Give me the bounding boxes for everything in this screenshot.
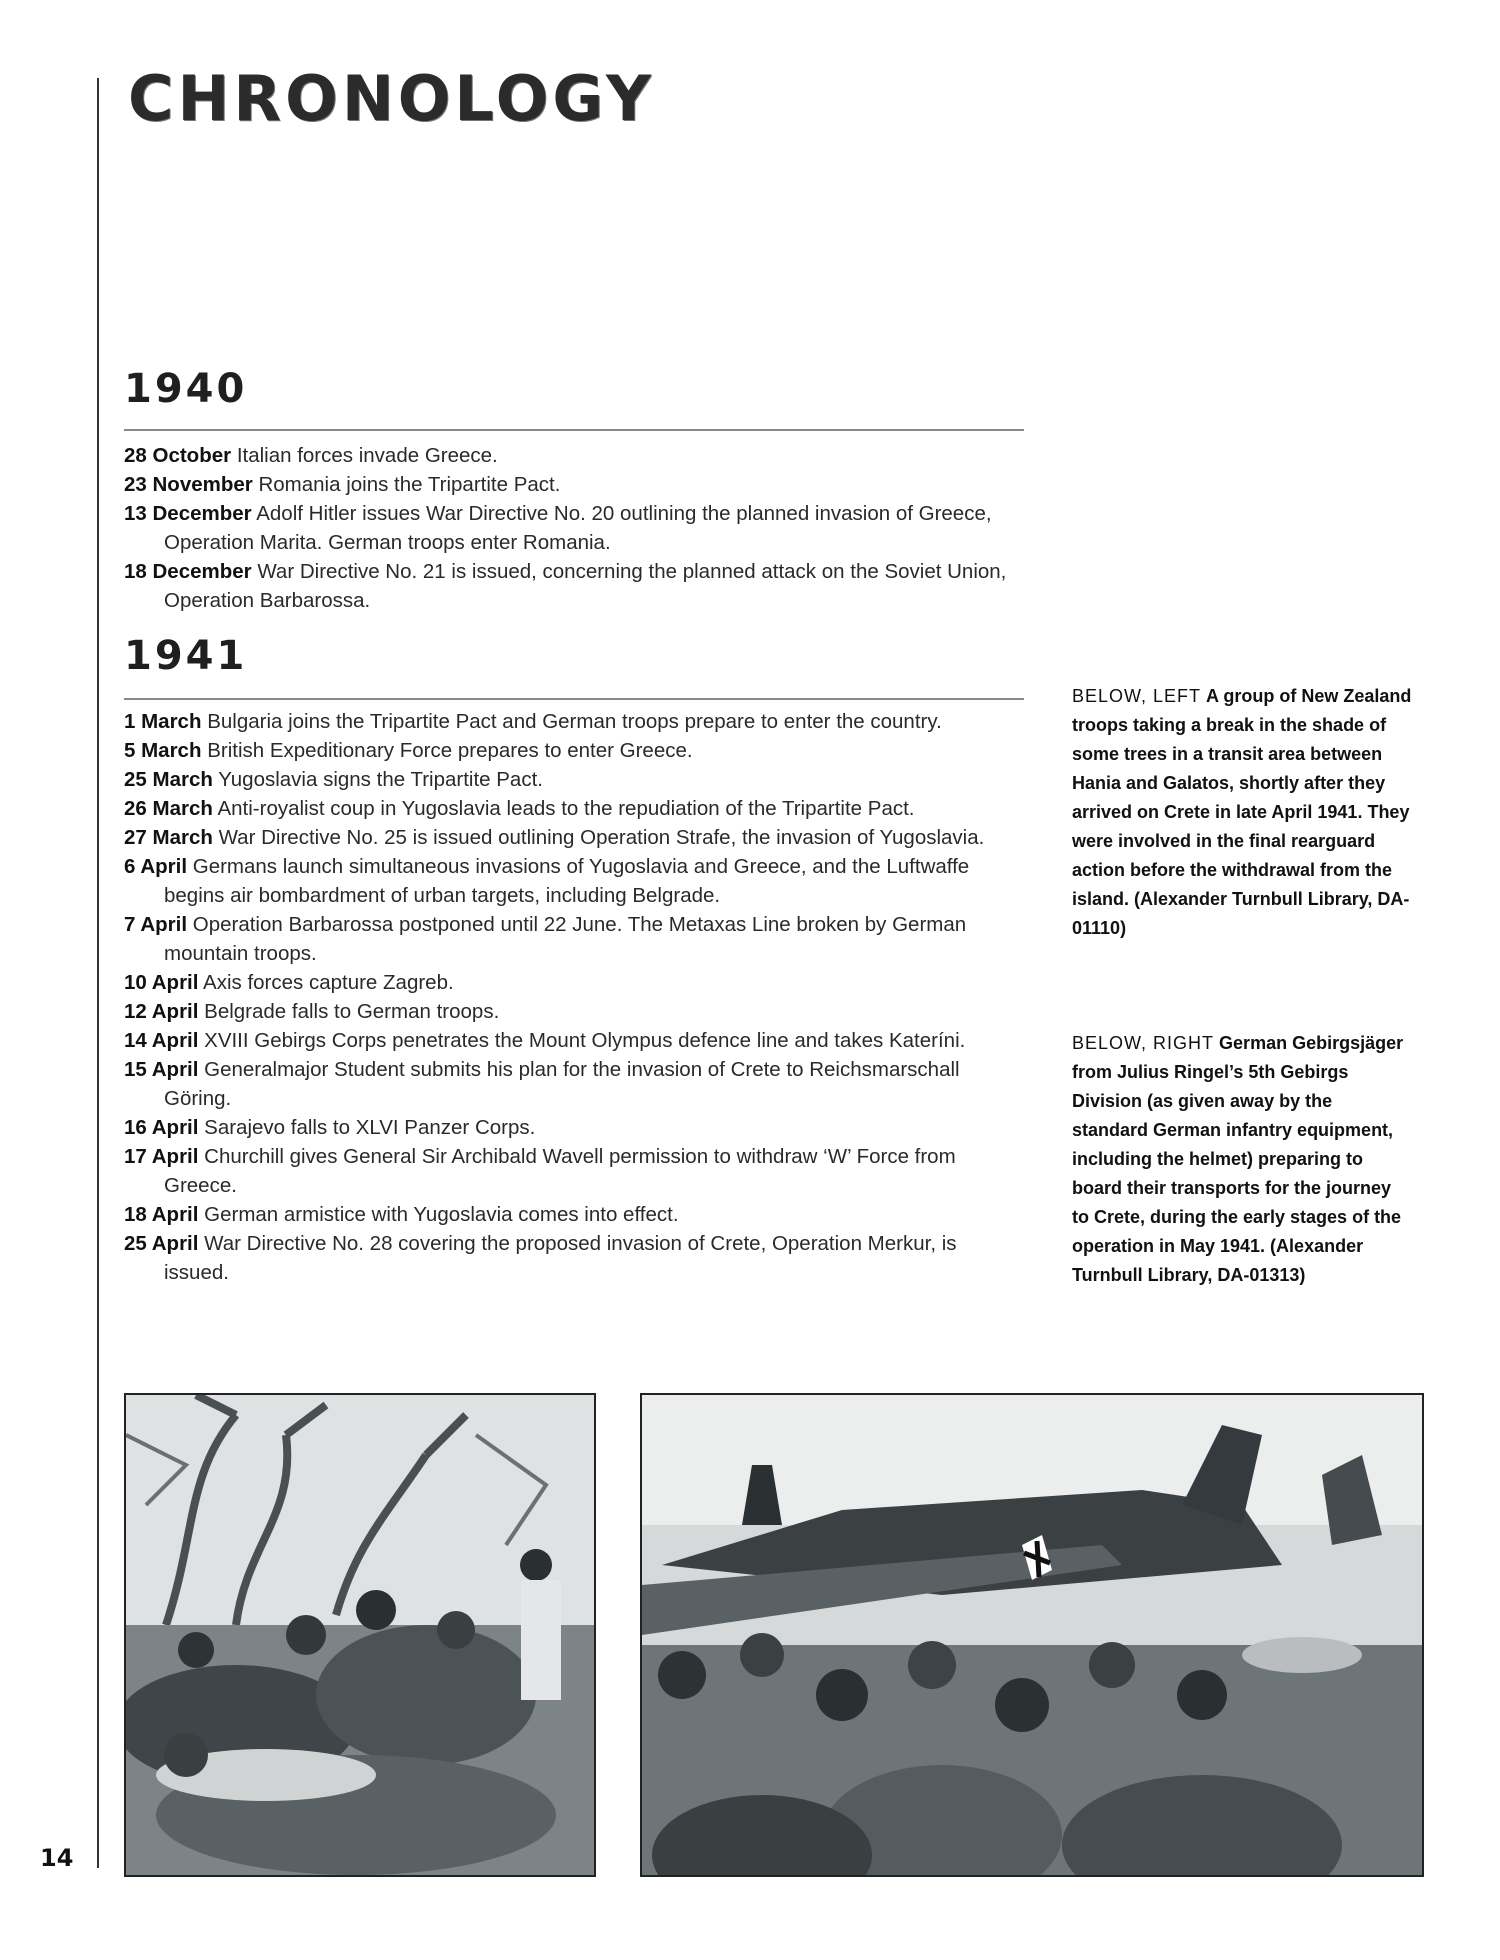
list-item (124, 1229, 1024, 1287)
caption-label: BELOW, RIGHT (1072, 1033, 1215, 1053)
entry-date: 5 March (124, 739, 202, 762)
list-item (124, 1055, 1024, 1113)
entry-date: 18 April (124, 1203, 199, 1226)
list-item (124, 470, 1024, 499)
list-item (124, 823, 1024, 852)
entry-text: Italian forces invade Greece. (236, 444, 498, 467)
entry-date: 13 December (124, 502, 252, 525)
entry-date: 7 April (124, 913, 188, 936)
margin-rule (97, 78, 99, 1868)
entry-date: 10 April (124, 971, 199, 994)
list-item (124, 707, 1024, 736)
entry-text: Axis forces capture Zagreb. (203, 971, 454, 994)
entry-text: Yugoslavia signs the Tripartite Pact. (218, 768, 543, 791)
entry-text: Anti-royalist coup in Yugoslavia leads to the repudiation of the Tripartite Pact. (217, 797, 915, 820)
photo-right-illustration (642, 1395, 1422, 1875)
entry-text: Bulgaria joins the Tripartite Pact and German troops prepare to enter the country. (207, 710, 942, 733)
year-heading-1940: 1940 (124, 366, 248, 412)
section-rule-1940 (124, 429, 1024, 431)
list-item (124, 765, 1024, 794)
entry-date: 1 March (124, 710, 202, 733)
entry-date: 12 April (124, 1000, 199, 1023)
page-number: 14 (40, 1844, 74, 1872)
entry-date: 6 April (124, 855, 188, 878)
caption-label: BELOW, LEFT (1072, 686, 1202, 706)
caption-text: German Gebirgsjäger from Julius Ringel’s 5th Gebirgs Division (as given away by the standard German infantry equipment, including the helmet) preparing to board their transports for the journey to Crete, during the early stages of the operation in May 1941. (Alexander Turnbull Library, DA-01313) (1072, 1033, 1404, 1285)
entry-date: 27 March (124, 826, 213, 849)
caption-right-photo (1072, 1029, 1412, 1290)
photo-left-illustration (126, 1395, 594, 1875)
list-item (124, 736, 1024, 765)
section-rule-1941 (124, 698, 1024, 700)
photo-german-gebirgsjager (640, 1393, 1424, 1877)
entry-date: 15 April (124, 1058, 199, 1081)
entry-text: Belgrade falls to German troops. (204, 1000, 500, 1023)
entry-date: 18 December (124, 560, 252, 583)
caption-left-photo (1072, 682, 1412, 943)
entry-text: Adolf Hitler issues War Directive No. 20 outlining the planned invasion of Greece, Operation Marita. German troops enter Romania. (164, 502, 992, 554)
list-item (124, 997, 1024, 1026)
entry-list-1941 (124, 707, 1024, 1287)
entry-text: War Directive No. 21 is issued, concerning the planned attack on the Soviet Union, Operation Barbarossa. (164, 560, 1007, 612)
entry-date: 16 April (124, 1116, 199, 1139)
entry-date: 23 November (124, 473, 253, 496)
list-item (124, 499, 1024, 557)
list-item (124, 1026, 1024, 1055)
list-item (124, 441, 1024, 470)
entry-text: German armistice with Yugoslavia comes into effect. (204, 1203, 679, 1226)
entry-date: 28 October (124, 444, 232, 467)
list-item (124, 968, 1024, 997)
list-item (124, 852, 1024, 910)
caption-text: A group of New Zealand troops taking a break in the shade of some trees in a transit area between Hania and Galatos, shortly after they arrived on Crete in late April 1941. They were involved in the final rearguard action before the withdrawal from the island. (Alexander Turnbull Library, DA-01110) (1072, 686, 1412, 938)
entry-list-1940 (124, 441, 1024, 615)
photo-new-zealand-troops (124, 1393, 596, 1877)
entry-date: 17 April (124, 1145, 199, 1168)
list-item (124, 910, 1024, 968)
list-item (124, 794, 1024, 823)
entry-text: Generalmajor Student submits his plan for the invasion of Crete to Reichsmarschall Göring. (164, 1058, 960, 1110)
entry-date: 25 March (124, 768, 213, 791)
entry-date: 25 April (124, 1232, 199, 1255)
page-title: CHRONOLOGY (128, 62, 655, 135)
entry-text: War Directive No. 25 is issued outlining Operation Strafe, the invasion of Yugoslavia. (218, 826, 985, 849)
entry-text: Churchill gives General Sir Archibald Wavell permission to withdraw ‘W’ Force from Greece. (164, 1145, 956, 1197)
entry-text: Germans launch simultaneous invasions of Yugoslavia and Greece, and the Luftwaffe begins air bombardment of urban targets, including Belgrade. (164, 855, 970, 907)
entry-text: War Directive No. 28 covering the proposed invasion of Crete, Operation Merkur, is issued. (164, 1232, 957, 1284)
list-item (124, 1113, 1024, 1142)
list-item (124, 557, 1024, 615)
entry-text: Operation Barbarossa postponed until 22 June. The Metaxas Line broken by German mountain troops. (164, 913, 967, 965)
list-item (124, 1200, 1024, 1229)
entry-text: British Expeditionary Force prepares to enter Greece. (207, 739, 693, 762)
year-heading-1941: 1941 (124, 633, 248, 679)
entry-date: 26 March (124, 797, 213, 820)
entry-text: Romania joins the Tripartite Pact. (258, 473, 561, 496)
entry-text: XVIII Gebirgs Corps penetrates the Mount Olympus defence line and takes Kateríni. (204, 1029, 966, 1052)
list-item (124, 1142, 1024, 1200)
entry-text: Sarajevo falls to XLVI Panzer Corps. (204, 1116, 536, 1139)
entry-date: 14 April (124, 1029, 199, 1052)
